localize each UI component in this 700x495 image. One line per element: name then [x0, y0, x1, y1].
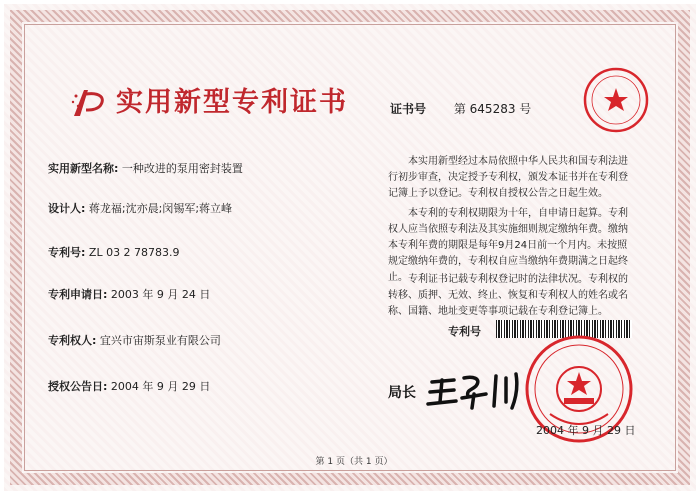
patent-holder: [48, 332, 221, 348]
cert-no-label: 证书号: [390, 102, 427, 116]
patent-no-barcode-label: 专利号: [448, 325, 481, 338]
filing-date-value: 2003 年 9 月 24 日: [110, 288, 211, 301]
legal-paragraph-3: 专利证书记载专利权登记时的法律状况。专利权的转移、质押、无效、终止、恢复和专利权人的姓名或名称、国籍、地址变更等事项记载在专利登记簿上。: [388, 274, 628, 317]
cert-no-value: 第 645283 号: [453, 102, 532, 116]
patent-no-label: 专利号:: [48, 246, 86, 259]
certificate-title: 实用新型专利证书: [116, 87, 348, 118]
holder-value: 宜兴市宙斯泵业有限公司: [99, 334, 221, 347]
legal-paragraph-1: 本实用新型经过本局依照中华人民共和国专利法进行初步审查，决定授予专利权，颁发本证书并在专利登记簿上予以登记。专利权自授权公告之日起生效。: [388, 156, 628, 199]
holder-label: 专利权人:: [48, 334, 97, 347]
director-signature: [424, 368, 524, 412]
announce-value: 2004 年 9 月 29 日: [110, 380, 211, 393]
designer-value: 蒋龙福;沈亦晨;闵锡军;蒋立峰: [88, 202, 233, 215]
page-footer: 第 1 页（共 1 页）: [315, 457, 393, 467]
utility-model-name: [48, 160, 243, 176]
small-red-seal-icon: [582, 66, 650, 134]
filing-date-label: 专利申请日:: [48, 288, 108, 301]
patent-number: [48, 244, 180, 260]
legal-paragraph-2: 本专利的专利权期限为十年，自申请日起算。专利权人应当依照专利法及其实施细则规定缴纳年费。缴纳本专利年费的期限是每年9月24日前一个月内。未按照规定缴纳年费的，专利权自应当缴纳年费期满之日起终止。: [388, 208, 628, 283]
patent-office-logo-icon: [70, 86, 110, 120]
name-label: 实用新型名称:: [48, 162, 119, 175]
name-value: 一种改进的泵用密封装置: [121, 162, 243, 175]
designer-label: 设计人:: [48, 202, 86, 215]
designer: [48, 200, 232, 216]
announce-label: 授权公告日:: [48, 380, 108, 393]
issue-date: 2004 年 9 月 29 日: [536, 424, 636, 437]
director-label: 局长: [388, 385, 416, 401]
filing-date: [48, 286, 210, 302]
patent-no-value: ZL 03 2 78783.9: [88, 246, 180, 259]
certificate-number: [390, 100, 531, 117]
certificate: [4, 4, 696, 491]
announcement-date: [48, 378, 210, 394]
